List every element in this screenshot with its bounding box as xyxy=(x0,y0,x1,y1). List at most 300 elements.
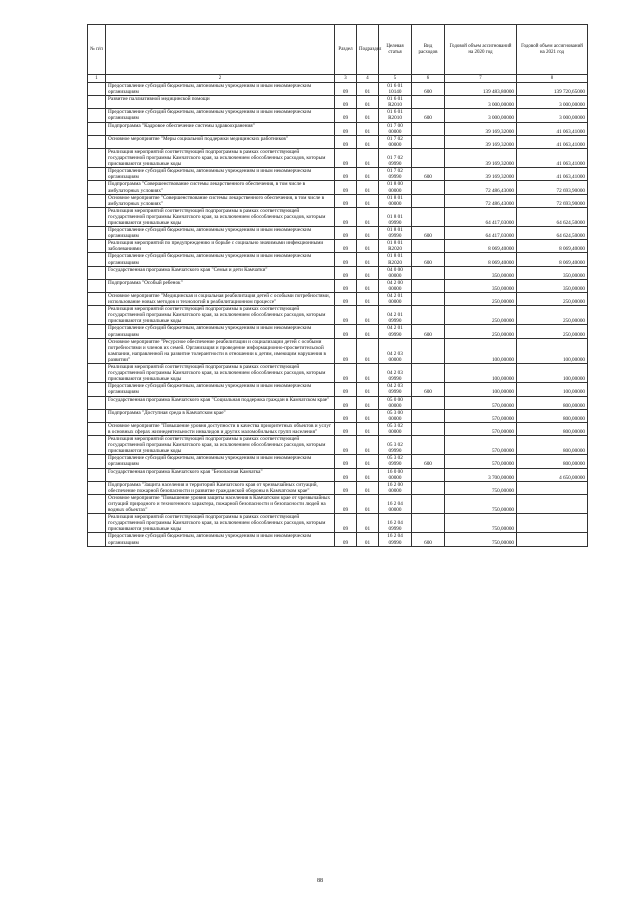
row-amount-2021-cell: 800,00000 xyxy=(517,455,588,468)
row-subsection-cell: 01 xyxy=(357,227,379,240)
row-section-cell: 09 xyxy=(335,481,357,494)
row-article-cell: 01 8 01 R2020 xyxy=(379,240,412,253)
row-section-cell: 09 xyxy=(335,227,357,240)
row-article-cell: 16 2 04 09990 xyxy=(379,533,412,546)
table-row xyxy=(88,253,588,266)
row-expense-type-cell xyxy=(412,135,445,148)
row-subsection-cell: 01 xyxy=(357,514,379,533)
row-name-cell: Подпрограмма "Защита населения и территорий Камчатского края от чрезвычайных ситуаций, обеспечение пожарной безопасности и развитие гражданской обороны в Камчатском крае" xyxy=(106,481,335,494)
row-name-cell: Основное мероприятие "Медицинская и социальная реабилитация детей с особыми потребностями, использование новых методов и технологий в реабилитационном процессе" xyxy=(106,293,335,306)
table-row xyxy=(88,122,588,135)
table-row xyxy=(88,325,588,338)
row-amount-2020-cell: 100,00000 xyxy=(445,338,517,363)
row-name-cell: Реализация мероприятий соответствующей подпрограммы в рамках соответствующей государственной программы Камчатского края, за исключением обособленных расходов, которым присваиваются уникальные коды xyxy=(106,148,335,167)
row-amount-2020-cell: 64 417,03000 xyxy=(445,207,517,226)
column-number: 5 xyxy=(379,75,412,83)
row-name-cell: Основное мероприятие "Меры социальной поддержки медицинских работников" xyxy=(106,135,335,148)
row-expense-type-cell: 600 xyxy=(412,83,445,96)
row-expense-type-cell xyxy=(412,240,445,253)
row-article-cell: 04 2 03 09990 xyxy=(379,383,412,396)
header-amount-2021: Годовой объем ассигнований на 2021 год xyxy=(517,25,588,75)
row-subsection-cell: 01 xyxy=(357,306,379,325)
header-section: Раздел xyxy=(335,25,357,75)
row-amount-2020-cell: 3 000,00000 xyxy=(445,96,517,109)
row-number-cell xyxy=(88,364,106,383)
row-name-cell: Реализация мероприятий соответствующей подпрограммы в рамках соответствующей государственной программы Камчатского края, за исключением обособленных расходов, которым присваиваются уникальные коды xyxy=(106,364,335,383)
row-amount-2021-cell: 3 000,00000 xyxy=(517,109,588,122)
row-subsection-cell: 01 xyxy=(357,436,379,455)
row-article-cell: 01 8 01 R2020 xyxy=(379,253,412,266)
row-amount-2021-cell: 41 063,41000 xyxy=(517,168,588,181)
row-article-cell: 04 2 03 09990 xyxy=(379,364,412,383)
row-amount-2021-cell: 139 720,65000 xyxy=(517,83,588,96)
row-section-cell: 09 xyxy=(335,325,357,338)
row-amount-2021-cell xyxy=(517,533,588,546)
column-number: 7 xyxy=(445,75,517,83)
row-amount-2021-cell: 41 063,41000 xyxy=(517,148,588,167)
row-name-cell: Реализация мероприятий соответствующей подпрограммы в рамках соответствующей государственной программы Камчатского края, за исключением обособленных расходов, которым присваиваются уникальные коды xyxy=(106,514,335,533)
row-name-cell: Государственная программа Камчатского края "Безопасная Камчатка" xyxy=(106,468,335,481)
table-row xyxy=(88,227,588,240)
row-section-cell: 09 xyxy=(335,514,357,533)
row-number-cell xyxy=(88,279,106,292)
row-subsection-cell: 01 xyxy=(357,122,379,135)
row-section-cell: 09 xyxy=(335,109,357,122)
table-row xyxy=(88,240,588,253)
table-row xyxy=(88,293,588,306)
row-number-cell xyxy=(88,194,106,207)
row-amount-2021-cell: 800,00000 xyxy=(517,422,588,435)
row-number-cell xyxy=(88,181,106,194)
row-section-cell: 09 xyxy=(335,181,357,194)
row-amount-2020-cell: 750,00000 xyxy=(445,494,517,513)
row-expense-type-cell xyxy=(412,181,445,194)
row-section-cell: 09 xyxy=(335,96,357,109)
row-number-cell xyxy=(88,207,106,226)
row-article-cell: 05 3 02 00000 xyxy=(379,422,412,435)
table-row xyxy=(88,468,588,481)
table-row xyxy=(88,194,588,207)
row-name-cell: Основное мероприятие "Повышение уровня защиты населения в Камчатском крае от чрезвычайных ситуаций природного и техногенного характера, пожарной безопасности и безопасности людей на водных объектах" xyxy=(106,494,335,513)
row-expense-type-cell xyxy=(412,436,445,455)
row-amount-2021-cell xyxy=(517,494,588,513)
row-expense-type-cell xyxy=(412,122,445,135)
table-row xyxy=(88,96,588,109)
row-article-cell: 01 7 02 00000 xyxy=(379,135,412,148)
row-article-cell: 05 3 02 09990 xyxy=(379,436,412,455)
row-amount-2020-cell: 750,00000 xyxy=(445,481,517,494)
row-section-cell: 09 xyxy=(335,279,357,292)
row-section-cell: 09 xyxy=(335,422,357,435)
row-article-cell: 04 2 03 00000 xyxy=(379,338,412,363)
row-amount-2021-cell: 800,00000 xyxy=(517,396,588,409)
row-article-cell: 01 6 01 R2010 xyxy=(379,96,412,109)
row-expense-type-cell xyxy=(412,396,445,409)
row-expense-type-cell xyxy=(412,494,445,513)
row-amount-2021-cell: 8 069,40000 xyxy=(517,253,588,266)
row-number-cell xyxy=(88,396,106,409)
row-article-cell: 16 2 04 09990 xyxy=(379,514,412,533)
row-subsection-cell: 01 xyxy=(357,468,379,481)
row-amount-2020-cell: 570,00000 xyxy=(445,422,517,435)
budget-table xyxy=(87,24,588,547)
row-amount-2021-cell xyxy=(517,514,588,533)
row-amount-2020-cell: 39 169,32000 xyxy=(445,135,517,148)
row-number-cell xyxy=(88,109,106,122)
row-article-cell: 05 3 00 00000 xyxy=(379,409,412,422)
row-amount-2020-cell: 100,00000 xyxy=(445,364,517,383)
row-section-cell: 09 xyxy=(335,135,357,148)
row-number-cell xyxy=(88,83,106,96)
row-amount-2021-cell: 800,00000 xyxy=(517,409,588,422)
table-row xyxy=(88,306,588,325)
row-number-cell xyxy=(88,422,106,435)
row-name-cell: Предоставление субсидий бюджетным, автономным учреждениям и иным некоммерческим организациям xyxy=(106,325,335,338)
table-row xyxy=(88,436,588,455)
row-section-cell: 09 xyxy=(335,409,357,422)
row-article-cell: 01 8 01 09990 xyxy=(379,227,412,240)
row-number-cell xyxy=(88,227,106,240)
table-row xyxy=(88,533,588,546)
row-number-cell xyxy=(88,135,106,148)
row-amount-2021-cell xyxy=(517,481,588,494)
row-expense-type-cell xyxy=(412,194,445,207)
row-amount-2021-cell: 72 693,90000 xyxy=(517,194,588,207)
row-section-cell: 09 xyxy=(335,494,357,513)
row-amount-2020-cell: 100,00000 xyxy=(445,383,517,396)
row-number-cell xyxy=(88,455,106,468)
row-section-cell: 09 xyxy=(335,83,357,96)
row-amount-2020-cell: 39 169,32000 xyxy=(445,168,517,181)
row-subsection-cell: 01 xyxy=(357,194,379,207)
header-expense-type: Вид расходов xyxy=(412,25,445,75)
table-row xyxy=(88,422,588,435)
header-article: Целевая статья xyxy=(379,25,412,75)
page-number: 88 xyxy=(317,878,323,884)
row-amount-2021-cell: 350,00000 xyxy=(517,279,588,292)
row-subsection-cell: 01 xyxy=(357,83,379,96)
row-article-cell: 16 2 04 00000 xyxy=(379,494,412,513)
row-section-cell: 09 xyxy=(335,455,357,468)
row-amount-2021-cell: 41 063,41000 xyxy=(517,122,588,135)
row-name-cell: Реализация мероприятий соответствующей подпрограммы в рамках соответствующей государственной программы Камчатского края, за исключением обособленных расходов, которым присваиваются уникальные коды xyxy=(106,436,335,455)
row-subsection-cell: 01 xyxy=(357,383,379,396)
row-number-cell xyxy=(88,481,106,494)
row-subsection-cell: 01 xyxy=(357,181,379,194)
row-name-cell: Подпрограмма "Кадровое обеспечение системы здравоохранения" xyxy=(106,122,335,135)
row-amount-2021-cell: 3 000,00000 xyxy=(517,96,588,109)
row-subsection-cell: 01 xyxy=(357,266,379,279)
row-subsection-cell: 01 xyxy=(357,168,379,181)
column-number-row xyxy=(88,75,588,83)
table-row xyxy=(88,396,588,409)
row-name-cell: Реализация мероприятий по предупреждению и борьбе с социально значимыми инфекционными заболеваниями xyxy=(106,240,335,253)
row-amount-2020-cell: 8 069,40000 xyxy=(445,253,517,266)
row-expense-type-cell xyxy=(412,279,445,292)
row-amount-2020-cell: 8 069,40000 xyxy=(445,240,517,253)
row-expense-type-cell: 600 xyxy=(412,383,445,396)
row-amount-2020-cell: 250,00000 xyxy=(445,325,517,338)
row-section-cell: 09 xyxy=(335,468,357,481)
row-amount-2020-cell: 39 169,32000 xyxy=(445,122,517,135)
column-number: 4 xyxy=(357,75,379,83)
row-name-cell: Государственная программа Камчатского края "Семья и дети Камчатки" xyxy=(106,266,335,279)
row-article-cell: 05 0 00 00000 xyxy=(379,396,412,409)
table-row xyxy=(88,455,588,468)
row-amount-2020-cell: 72 486,43000 xyxy=(445,181,517,194)
row-name-cell: Предоставление субсидий бюджетным, автономным учреждениям и иным некоммерческим организациям xyxy=(106,383,335,396)
table-row xyxy=(88,148,588,167)
row-amount-2020-cell: 350,00000 xyxy=(445,266,517,279)
row-number-cell xyxy=(88,409,106,422)
row-section-cell: 09 xyxy=(335,253,357,266)
row-article-cell: 05 3 02 09990 xyxy=(379,455,412,468)
row-subsection-cell: 01 xyxy=(357,338,379,363)
row-amount-2021-cell: 100,00000 xyxy=(517,383,588,396)
row-amount-2020-cell: 250,00000 xyxy=(445,293,517,306)
row-section-cell: 09 xyxy=(335,194,357,207)
table-row xyxy=(88,168,588,181)
row-name-cell: Предоставление субсидий бюджетным, автономным учреждениям и иным некоммерческим организациям xyxy=(106,253,335,266)
row-amount-2020-cell: 72 486,43000 xyxy=(445,194,517,207)
row-expense-type-cell xyxy=(412,306,445,325)
column-number: 3 xyxy=(335,75,357,83)
row-expense-type-cell xyxy=(412,293,445,306)
row-expense-type-cell xyxy=(412,514,445,533)
row-subsection-cell: 01 xyxy=(357,279,379,292)
row-section-cell: 09 xyxy=(335,168,357,181)
row-article-cell: 01 6 01 10140 xyxy=(379,83,412,96)
row-expense-type-cell: 600 xyxy=(412,253,445,266)
row-name-cell: Подпрограмма "Доступная среда в Камчатском крае" xyxy=(106,409,335,422)
row-section-cell: 09 xyxy=(335,122,357,135)
row-name-cell: Предоставление субсидий бюджетным, автономным учреждениям и иным некоммерческим организациям xyxy=(106,533,335,546)
row-name-cell: Реализация мероприятий соответствующей подпрограммы в рамках соответствующей государственной программы Камчатского края, за исключением обособленных расходов, которым присваиваются уникальные коды xyxy=(106,207,335,226)
table-row xyxy=(88,207,588,226)
row-article-cell: 01 8 01 00000 xyxy=(379,194,412,207)
row-section-cell: 09 xyxy=(335,266,357,279)
row-name-cell: Предоставление субсидий бюджетным, автономным учреждениям и иным некоммерческим организациям xyxy=(106,227,335,240)
row-name-cell: Предоставление субсидий бюджетным, автономным учреждениям и иным некоммерческим организациям xyxy=(106,455,335,468)
row-subsection-cell: 01 xyxy=(357,148,379,167)
row-section-cell: 09 xyxy=(335,293,357,306)
row-section-cell: 09 xyxy=(335,383,357,396)
row-number-cell xyxy=(88,148,106,167)
table-row xyxy=(88,338,588,363)
row-subsection-cell: 01 xyxy=(357,409,379,422)
row-amount-2021-cell: 64 624,50000 xyxy=(517,227,588,240)
row-expense-type-cell: 600 xyxy=(412,227,445,240)
row-number-cell xyxy=(88,338,106,363)
table-row xyxy=(88,364,588,383)
row-article-cell: 16 0 00 00000 xyxy=(379,468,412,481)
table-row xyxy=(88,494,588,513)
row-number-cell xyxy=(88,122,106,135)
row-number-cell xyxy=(88,266,106,279)
row-article-cell: 04 2 01 09990 xyxy=(379,325,412,338)
row-subsection-cell: 01 xyxy=(357,396,379,409)
row-amount-2021-cell: 250,00000 xyxy=(517,306,588,325)
row-article-cell: 01 6 01 R2010 xyxy=(379,109,412,122)
table-row xyxy=(88,481,588,494)
row-section-cell: 09 xyxy=(335,148,357,167)
row-expense-type-cell xyxy=(412,338,445,363)
row-name-cell: Государственная программа Камчатского края "Социальная поддержка граждан в Камчатском крае" xyxy=(106,396,335,409)
row-subsection-cell: 01 xyxy=(357,364,379,383)
row-expense-type-cell xyxy=(412,468,445,481)
row-subsection-cell: 01 xyxy=(357,481,379,494)
row-article-cell: 01 8 00 00000 xyxy=(379,181,412,194)
table-row xyxy=(88,383,588,396)
row-number-cell xyxy=(88,293,106,306)
row-subsection-cell: 01 xyxy=(357,109,379,122)
row-subsection-cell: 01 xyxy=(357,422,379,435)
row-name-cell: Основное мероприятие "Повышение уровня доступности в качества приоритетных объектов и услуг в основных сферах жизнедеятельности инвалидов и других маломобильных групп населения" xyxy=(106,422,335,435)
table-header-row xyxy=(88,25,588,75)
row-amount-2020-cell: 39 169,32000 xyxy=(445,148,517,167)
row-expense-type-cell xyxy=(412,481,445,494)
row-subsection-cell: 01 xyxy=(357,455,379,468)
row-amount-2020-cell: 570,00000 xyxy=(445,409,517,422)
column-number: 2 xyxy=(106,75,335,83)
row-amount-2020-cell: 570,00000 xyxy=(445,455,517,468)
row-subsection-cell: 01 xyxy=(357,96,379,109)
row-subsection-cell: 01 xyxy=(357,135,379,148)
row-expense-type-cell xyxy=(412,96,445,109)
table-row xyxy=(88,109,588,122)
row-number-cell xyxy=(88,436,106,455)
row-article-cell: 04 2 01 00000 xyxy=(379,293,412,306)
row-amount-2020-cell: 64 417,03000 xyxy=(445,227,517,240)
row-article-cell: 01 7 00 00000 xyxy=(379,122,412,135)
row-expense-type-cell: 600 xyxy=(412,109,445,122)
table-row xyxy=(88,279,588,292)
row-section-cell: 09 xyxy=(335,436,357,455)
row-amount-2021-cell: 100,00000 xyxy=(517,338,588,363)
header-subsection: Подраздел xyxy=(357,25,379,75)
row-amount-2020-cell: 570,00000 xyxy=(445,396,517,409)
row-name-cell: Предоставление субсидий бюджетным, автономным учреждениям и иным некоммерческим организациям xyxy=(106,168,335,181)
row-article-cell: 01 7 02 09990 xyxy=(379,168,412,181)
row-name-cell: Основное мероприятие "Совершенствование системы лекарственного обеспечения, в том числе в амбулаторных условиях" xyxy=(106,194,335,207)
row-amount-2021-cell: 100,00000 xyxy=(517,364,588,383)
table-row xyxy=(88,409,588,422)
row-section-cell: 09 xyxy=(335,240,357,253)
row-number-cell xyxy=(88,253,106,266)
row-section-cell: 09 xyxy=(335,533,357,546)
table-row xyxy=(88,514,588,533)
row-amount-2020-cell: 139 483,80000 xyxy=(445,83,517,96)
row-amount-2021-cell: 250,00000 xyxy=(517,325,588,338)
row-amount-2021-cell: 800,00000 xyxy=(517,436,588,455)
row-expense-type-cell xyxy=(412,148,445,167)
row-name-cell: Развитие паллиативной медицинской помощи xyxy=(106,96,335,109)
row-section-cell: 09 xyxy=(335,338,357,363)
row-amount-2021-cell: 250,00000 xyxy=(517,293,588,306)
row-section-cell: 09 xyxy=(335,364,357,383)
row-amount-2021-cell: 64 624,50000 xyxy=(517,207,588,226)
header-name xyxy=(106,25,335,75)
row-article-cell: 01 8 01 09990 xyxy=(379,207,412,226)
column-number: 8 xyxy=(517,75,588,83)
row-number-cell xyxy=(88,96,106,109)
row-name-cell: Основное мероприятие "Ресурсное обеспечение реабилитации и социализации детей с особыми потребностями и членов их семей. Организация и проведение информационно-просветительской кампании, направленной на развитие толерантности в отношении к детям, имеющим нарушения в развитии" xyxy=(106,338,335,363)
row-number-cell xyxy=(88,494,106,513)
header-amount-2020: Годовой объем ассигнований на 2020 год xyxy=(445,25,517,75)
row-name-cell: Подпрограмма "Особый ребенок" xyxy=(106,279,335,292)
row-amount-2020-cell: 750,00000 xyxy=(445,533,517,546)
row-article-cell: 04 2 01 09990 xyxy=(379,306,412,325)
row-expense-type-cell xyxy=(412,266,445,279)
row-expense-type-cell: 600 xyxy=(412,533,445,546)
row-amount-2021-cell: 41 063,41000 xyxy=(517,135,588,148)
row-article-cell: 01 7 02 09990 xyxy=(379,148,412,167)
row-subsection-cell: 01 xyxy=(357,494,379,513)
row-expense-type-cell: 600 xyxy=(412,455,445,468)
row-amount-2020-cell: 250,00000 xyxy=(445,306,517,325)
table-row xyxy=(88,266,588,279)
row-amount-2021-cell: 4 650,00000 xyxy=(517,468,588,481)
column-number: 1 xyxy=(88,75,106,83)
row-expense-type-cell xyxy=(412,422,445,435)
row-subsection-cell: 01 xyxy=(357,293,379,306)
row-article-cell: 16 2 00 00000 xyxy=(379,481,412,494)
row-number-cell xyxy=(88,240,106,253)
row-amount-2020-cell: 750,00000 xyxy=(445,514,517,533)
row-subsection-cell: 01 xyxy=(357,253,379,266)
row-amount-2020-cell: 350,00000 xyxy=(445,279,517,292)
table-row xyxy=(88,135,588,148)
row-amount-2021-cell: 72 693,90000 xyxy=(517,181,588,194)
row-expense-type-cell xyxy=(412,207,445,226)
row-name-cell: Реализация мероприятий соответствующей подпрограммы в рамках соответствующей государственной программы Камчатского края, за исключением обособленных расходов, которым присваиваются уникальные коды xyxy=(106,306,335,325)
row-number-cell xyxy=(88,514,106,533)
row-amount-2021-cell: 350,00000 xyxy=(517,266,588,279)
table-row xyxy=(88,83,588,96)
table-body xyxy=(88,83,588,547)
row-subsection-cell: 01 xyxy=(357,533,379,546)
header-num: № п/п xyxy=(88,25,106,75)
row-amount-2020-cell: 3 000,00000 xyxy=(445,109,517,122)
row-number-cell xyxy=(88,468,106,481)
row-article-cell: 04 2 00 00000 xyxy=(379,279,412,292)
table-row xyxy=(88,181,588,194)
row-number-cell xyxy=(88,533,106,546)
row-section-cell: 09 xyxy=(335,306,357,325)
row-number-cell xyxy=(88,168,106,181)
row-number-cell xyxy=(88,325,106,338)
row-expense-type-cell xyxy=(412,409,445,422)
row-name-cell: Предоставление субсидий бюджетным, автономным учреждениям и иным некоммерческим организациям xyxy=(106,83,335,96)
row-expense-type-cell: 600 xyxy=(412,325,445,338)
row-expense-type-cell xyxy=(412,364,445,383)
row-name-cell: Подпрограмма "Совершенствование системы лекарственного обеспечения, в том числе в амбулаторных условиях" xyxy=(106,181,335,194)
row-amount-2021-cell: 8 069,40000 xyxy=(517,240,588,253)
row-amount-2020-cell: 570,00000 xyxy=(445,436,517,455)
row-number-cell xyxy=(88,306,106,325)
row-amount-2020-cell: 3 700,00000 xyxy=(445,468,517,481)
row-section-cell: 09 xyxy=(335,207,357,226)
row-section-cell: 09 xyxy=(335,396,357,409)
row-subsection-cell: 01 xyxy=(357,207,379,226)
row-article-cell: 04 0 00 00000 xyxy=(379,266,412,279)
column-number: 6 xyxy=(412,75,445,83)
row-subsection-cell: 01 xyxy=(357,240,379,253)
row-subsection-cell: 01 xyxy=(357,325,379,338)
row-number-cell xyxy=(88,383,106,396)
row-name-cell: Предоставление субсидий бюджетным, автономным учреждениям и иным некоммерческим организациям xyxy=(106,109,335,122)
row-expense-type-cell: 600 xyxy=(412,168,445,181)
